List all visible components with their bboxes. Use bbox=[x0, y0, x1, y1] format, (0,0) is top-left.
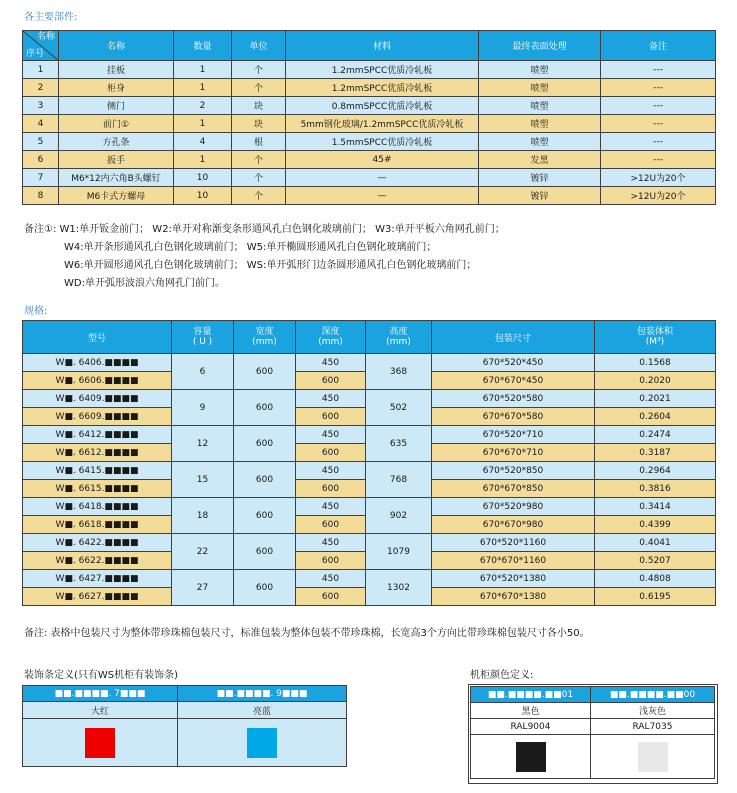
part-material: 1.2mmSPCC优质冷轧板 bbox=[286, 79, 479, 97]
part-material: 1.5mmSPCC优质冷轧板 bbox=[286, 133, 479, 151]
spec-pack: 670*670*850 bbox=[432, 480, 595, 498]
spec-header-height-unit: (mm) bbox=[386, 337, 411, 347]
part-name: 扳手 bbox=[59, 151, 174, 169]
trim-table bbox=[22, 685, 347, 767]
spec-model: W■. 6627.■■■■ bbox=[23, 588, 172, 606]
spec-depth: 600 bbox=[296, 480, 366, 498]
spec-pack: 670*670*710 bbox=[432, 444, 595, 462]
spec-header-capacity-unit: ( U ) bbox=[192, 337, 213, 347]
color-swatch-cell-gray bbox=[591, 735, 715, 779]
spec-height: 768 bbox=[366, 462, 432, 498]
part-no: 5 bbox=[23, 133, 59, 151]
spec-model: W■. 6418.■■■■ bbox=[23, 498, 172, 516]
corner-header bbox=[23, 31, 59, 61]
spec-header-model bbox=[23, 321, 172, 354]
spec-model: W■. 6427.■■■■ bbox=[23, 570, 172, 588]
spec-header-height-label: 高度 bbox=[389, 327, 408, 337]
part-remark: --- bbox=[601, 61, 716, 79]
spec-capacity: 18 bbox=[172, 498, 234, 534]
part-no: 1 bbox=[23, 61, 59, 79]
trim-name-blue: 亮蓝 bbox=[178, 702, 347, 719]
color-swatch-gray bbox=[638, 742, 668, 772]
part-name: 方孔条 bbox=[59, 133, 174, 151]
spec-depth: 600 bbox=[296, 588, 366, 606]
color-swatch-black bbox=[516, 742, 546, 772]
spec-width: 600 bbox=[234, 498, 296, 534]
spec-width: 600 bbox=[234, 534, 296, 570]
color-code-gray: ■■.■■■■.■■00 bbox=[591, 687, 715, 703]
part-no: 4 bbox=[23, 115, 59, 133]
part-no: 7 bbox=[23, 169, 59, 187]
spec-pack: 670*670*580 bbox=[432, 408, 595, 426]
part-material: — bbox=[286, 187, 479, 205]
part-material: 1.2mmSPCC优质冷轧板 bbox=[286, 61, 479, 79]
spec-height: 902 bbox=[366, 498, 432, 534]
part-material: 5mm钢化玻璃/1.2mmSPCC优质冷轧板 bbox=[286, 115, 479, 133]
spec-pack: 670*520*580 bbox=[432, 390, 595, 408]
spec-volume: 0.4808 bbox=[595, 570, 716, 588]
part-row bbox=[23, 115, 716, 133]
part-finish: 喷塑 bbox=[479, 61, 601, 79]
color-ral-black: RAL9004 bbox=[471, 719, 591, 735]
parts-section-title: 各主要部件: bbox=[24, 12, 78, 23]
spec-model: W■. 6415.■■■■ bbox=[23, 462, 172, 480]
spec-height: 1079 bbox=[366, 534, 432, 570]
spec-row bbox=[23, 390, 716, 408]
trim-name-red: 大红 bbox=[23, 702, 178, 719]
spec-width: 600 bbox=[234, 570, 296, 606]
part-name: 柜身 bbox=[59, 79, 174, 97]
spec-volume: 0.4399 bbox=[595, 516, 716, 534]
spec-header-height bbox=[366, 321, 432, 354]
spec-depth: 450 bbox=[296, 426, 366, 444]
part-remark: --- bbox=[601, 115, 716, 133]
spec-volume: 0.2021 bbox=[595, 390, 716, 408]
spec-depth: 450 bbox=[296, 570, 366, 588]
trim-swatch-red bbox=[85, 728, 115, 758]
part-material: 0.8mmSPCC优质冷轧板 bbox=[286, 97, 479, 115]
part-no: 6 bbox=[23, 151, 59, 169]
spec-height: 635 bbox=[366, 426, 432, 462]
part-row bbox=[23, 187, 716, 205]
parts-table bbox=[22, 30, 716, 205]
spec-depth: 450 bbox=[296, 498, 366, 516]
cabinet-color-title: 机柜颜色定义: bbox=[470, 670, 534, 681]
color-name-black: 黑色 bbox=[471, 703, 591, 719]
spec-header-model-label: 型号 bbox=[87, 333, 106, 344]
part-qty: 10 bbox=[174, 187, 232, 205]
color-code-black: ■■.■■■■.■■01 bbox=[471, 687, 591, 703]
part-material: 45# bbox=[286, 151, 479, 169]
trim-swatch-cell-red bbox=[23, 719, 178, 767]
part-material: — bbox=[286, 169, 479, 187]
part-name: M6卡式方螺母 bbox=[59, 187, 174, 205]
header-qty: 数量 bbox=[174, 31, 232, 61]
spec-header-depth bbox=[296, 321, 366, 354]
notes-line-2: W4:单开条形通风孔白色钢化玻璃前门； W5:单开椭圆形通风孔白色钢化玻璃前门； bbox=[64, 242, 437, 253]
spec-model: W■. 6609.■■■■ bbox=[23, 408, 172, 426]
spec-capacity: 6 bbox=[172, 354, 234, 390]
spec-depth: 600 bbox=[296, 444, 366, 462]
spec-width: 600 bbox=[234, 426, 296, 462]
color-name-gray: 浅灰色 bbox=[591, 703, 715, 719]
part-finish: 喷塑 bbox=[479, 133, 601, 151]
spec-model: W■. 6622.■■■■ bbox=[23, 552, 172, 570]
spec-volume: 0.1568 bbox=[595, 354, 716, 372]
spec-model: W■. 6615.■■■■ bbox=[23, 480, 172, 498]
spec-model: W■. 6606.■■■■ bbox=[23, 372, 172, 390]
spec-header-pack-label: 包装尺寸 bbox=[494, 333, 531, 344]
trim-swatch-blue bbox=[247, 728, 277, 758]
header-name: 名称 bbox=[59, 31, 174, 61]
spec-table bbox=[22, 320, 716, 606]
part-row bbox=[23, 61, 716, 79]
specs-section-title: 规格: bbox=[24, 306, 48, 317]
part-unit: 个 bbox=[232, 169, 286, 187]
spec-volume: 0.4041 bbox=[595, 534, 716, 552]
spec-height: 1302 bbox=[366, 570, 432, 606]
spec-header-width-unit: (mm) bbox=[252, 337, 277, 347]
part-no: 8 bbox=[23, 187, 59, 205]
spec-row bbox=[23, 534, 716, 552]
spec-model: W■. 6409.■■■■ bbox=[23, 390, 172, 408]
part-name: 挂板 bbox=[59, 61, 174, 79]
spec-volume: 0.2964 bbox=[595, 462, 716, 480]
spec-pack: 670*520*1160 bbox=[432, 534, 595, 552]
spec-header-width bbox=[234, 321, 296, 354]
part-qty: 10 bbox=[174, 169, 232, 187]
spec-depth: 450 bbox=[296, 534, 366, 552]
spec-header-volume-unit: (M³) bbox=[645, 337, 665, 347]
header-material: 材料 bbox=[286, 31, 479, 61]
header-finish: 最终表面处理 bbox=[479, 31, 601, 61]
spec-volume: 0.6195 bbox=[595, 588, 716, 606]
part-row bbox=[23, 169, 716, 187]
spec-pack: 670*520*450 bbox=[432, 354, 595, 372]
spec-header-volume bbox=[595, 321, 716, 354]
part-row bbox=[23, 79, 716, 97]
notes-line-1: 备注①: W1:单开钣金前门； W2:单开对称渐变条形通风孔白色钢化玻璃前门； W3:单开平板六角网孔前门； bbox=[24, 224, 505, 235]
spec-header-depth-unit: (mm) bbox=[318, 337, 343, 347]
spec-header-volume-label: 包装体积 bbox=[636, 327, 673, 337]
part-qty: 2 bbox=[174, 97, 232, 115]
spec-height: 368 bbox=[366, 354, 432, 390]
trim-code-red: ■■.■■■■. 7■■■ bbox=[23, 686, 178, 702]
spec-depth: 450 bbox=[296, 354, 366, 372]
part-remark: --- bbox=[601, 97, 716, 115]
part-unit: 个 bbox=[232, 187, 286, 205]
spec-volume: 0.2020 bbox=[595, 372, 716, 390]
spec-capacity: 15 bbox=[172, 462, 234, 498]
part-qty: 1 bbox=[174, 115, 232, 133]
spec-row bbox=[23, 426, 716, 444]
part-row bbox=[23, 133, 716, 151]
spec-model: W■. 6406.■■■■ bbox=[23, 354, 172, 372]
part-finish: 镀锌 bbox=[479, 187, 601, 205]
spec-depth: 600 bbox=[296, 552, 366, 570]
part-unit: 个 bbox=[232, 79, 286, 97]
spec-pack: 670*670*980 bbox=[432, 516, 595, 534]
spec-depth: 450 bbox=[296, 390, 366, 408]
spec-pack: 670*520*850 bbox=[432, 462, 595, 480]
spec-volume: 0.5207 bbox=[595, 552, 716, 570]
color-ral-gray: RAL7035 bbox=[591, 719, 715, 735]
spec-model: W■. 6412.■■■■ bbox=[23, 426, 172, 444]
spec-width: 600 bbox=[234, 354, 296, 390]
spec-volume: 0.3414 bbox=[595, 498, 716, 516]
part-finish: 喷塑 bbox=[479, 115, 601, 133]
part-finish: 喷塑 bbox=[479, 97, 601, 115]
trim-title: 装饰条定义(只有WS机柜有装饰条) bbox=[24, 670, 179, 681]
part-qty: 4 bbox=[174, 133, 232, 151]
spec-footnote: 备注: 表格中包装尺寸为整体带珍珠棉包装尺寸，标准包装为整体包装不带珍珠棉，长宽高3个方向比带珍珠棉包装尺寸各小50。 bbox=[24, 628, 590, 639]
spec-capacity: 27 bbox=[172, 570, 234, 606]
spec-row bbox=[23, 498, 716, 516]
cabinet-color-table bbox=[470, 686, 715, 779]
spec-model: W■. 6618.■■■■ bbox=[23, 516, 172, 534]
spec-volume: 0.3187 bbox=[595, 444, 716, 462]
spec-pack: 670*670*450 bbox=[432, 372, 595, 390]
spec-header-depth-label: 深度 bbox=[321, 327, 340, 337]
spec-header-capacity bbox=[172, 321, 234, 354]
part-qty: 1 bbox=[174, 61, 232, 79]
part-name: 侧门 bbox=[59, 97, 174, 115]
spec-capacity: 9 bbox=[172, 390, 234, 426]
part-name: 前门① bbox=[59, 115, 174, 133]
part-remark: >12U为20个 bbox=[601, 169, 716, 187]
spec-row bbox=[23, 570, 716, 588]
spec-pack: 670*520*710 bbox=[432, 426, 595, 444]
part-no: 3 bbox=[23, 97, 59, 115]
spec-volume: 0.2604 bbox=[595, 408, 716, 426]
spec-row bbox=[23, 462, 716, 480]
spec-volume: 0.3816 bbox=[595, 480, 716, 498]
part-unit: 块 bbox=[232, 97, 286, 115]
part-qty: 1 bbox=[174, 79, 232, 97]
corner-bottom-label: 序号 bbox=[26, 49, 45, 59]
part-row bbox=[23, 151, 716, 169]
part-finish: 喷塑 bbox=[479, 79, 601, 97]
trim-code-blue: ■■.■■■■. 9■■■ bbox=[178, 686, 347, 702]
spec-pack: 670*520*1380 bbox=[432, 570, 595, 588]
part-finish: 镀锌 bbox=[479, 169, 601, 187]
header-remark: 备注 bbox=[601, 31, 716, 61]
part-unit: 块 bbox=[232, 115, 286, 133]
spec-header-pack bbox=[432, 321, 595, 354]
spec-capacity: 12 bbox=[172, 426, 234, 462]
part-unit: 根 bbox=[232, 133, 286, 151]
spec-width: 600 bbox=[234, 462, 296, 498]
part-remark: --- bbox=[601, 151, 716, 169]
spec-model: W■. 6422.■■■■ bbox=[23, 534, 172, 552]
color-swatch-cell-black bbox=[471, 735, 591, 779]
trim-swatch-cell-blue bbox=[178, 719, 347, 767]
spec-height: 502 bbox=[366, 390, 432, 426]
spec-row bbox=[23, 354, 716, 372]
spec-pack: 670*520*980 bbox=[432, 498, 595, 516]
part-name: M6*12内六角B头螺钉 bbox=[59, 169, 174, 187]
spec-pack: 670*670*1380 bbox=[432, 588, 595, 606]
header-unit: 单位 bbox=[232, 31, 286, 61]
part-unit: 个 bbox=[232, 151, 286, 169]
part-remark: --- bbox=[601, 79, 716, 97]
part-qty: 1 bbox=[174, 151, 232, 169]
part-remark: >12U为20个 bbox=[601, 187, 716, 205]
spec-model: W■. 6612.■■■■ bbox=[23, 444, 172, 462]
notes-line-3: W6:单开圆形通风孔白色钢化玻璃前门； WS:单开弧形门边条圆形通风孔白色钢化玻璃前门； bbox=[64, 260, 477, 271]
part-unit: 个 bbox=[232, 61, 286, 79]
spec-depth: 600 bbox=[296, 408, 366, 426]
spec-header-capacity-label: 容量 bbox=[193, 327, 212, 337]
part-row bbox=[23, 97, 716, 115]
spec-header-width-label: 宽度 bbox=[255, 327, 274, 337]
spec-volume: 0.2474 bbox=[595, 426, 716, 444]
part-no: 2 bbox=[23, 79, 59, 97]
spec-pack: 670*670*1160 bbox=[432, 552, 595, 570]
spec-width: 600 bbox=[234, 390, 296, 426]
part-remark: --- bbox=[601, 133, 716, 151]
spec-depth: 600 bbox=[296, 372, 366, 390]
part-finish: 发黑 bbox=[479, 151, 601, 169]
spec-depth: 600 bbox=[296, 516, 366, 534]
spec-capacity: 22 bbox=[172, 534, 234, 570]
spec-depth: 450 bbox=[296, 462, 366, 480]
corner-top-label: 名称 bbox=[36, 32, 55, 42]
notes-line-4: WD:单开弧形波浪六角网孔门前门。 bbox=[64, 278, 225, 289]
